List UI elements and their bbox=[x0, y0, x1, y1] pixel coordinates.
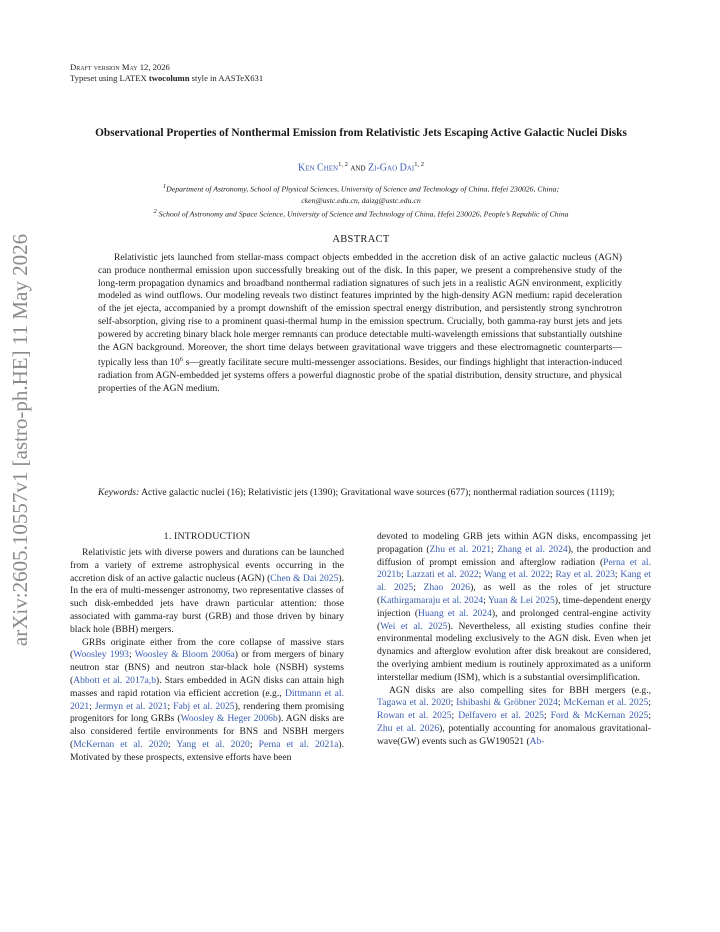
latex-logo: LATEX bbox=[119, 73, 147, 83]
citation-link[interactable]: Perna et al. 2021b bbox=[377, 556, 651, 581]
paragraph-text: ; bbox=[550, 569, 556, 581]
citation-link[interactable]: Yang et al. 2020 bbox=[176, 738, 250, 750]
paragraph-text: ; bbox=[451, 710, 459, 722]
paper-title: Observational Properties of Nonthermal Emission from Relativistic Jets Escaping Active Galactic Nuclei Disks bbox=[95, 127, 627, 139]
paragraph-text: ; bbox=[413, 582, 424, 594]
right-column bbox=[377, 531, 651, 749]
citation-link[interactable]: McKernan et al. 2025 bbox=[563, 697, 649, 709]
affiliation-1 bbox=[60, 181, 662, 206]
citation-link[interactable]: Tagawa et al. 2020 bbox=[377, 697, 451, 709]
author-affiliation-mark: 1, 2 bbox=[338, 161, 348, 168]
paragraph-text: ), rendering them promising progenitors for long GRBs ( bbox=[70, 700, 344, 725]
paragraph-text: ). In the era of multi-messenger astronomy, two representative classes of such disk-embedded jets have drawn particular attention: those associated with gamma-ray burst (GRB) and those driven by binary black hole (BBH) mergers. bbox=[70, 572, 344, 635]
citation-link[interactable]: Zhu et al. 2021 bbox=[429, 543, 491, 555]
citation-link[interactable]: Kathirgamaraju et al. 2024 bbox=[380, 594, 484, 606]
affiliation-emails[interactable]: cken@ustc.edu.cn, daizg@ustc.edu.cn bbox=[301, 195, 421, 205]
paragraph-text: ; bbox=[483, 594, 489, 606]
paragraph-text: ). Nevertheless, all existing studies confine their environmental modeling exclusively to the AGN disk. Even when jet dynamics and afterglow evolution after disk breakout are considered, the overlying ambient medium is routinely approximated as a uniform interstellar medium (ISM), which is a substantial oversimplification. bbox=[377, 620, 651, 683]
citation-link[interactable]: Jermyn et al. 2021 bbox=[94, 700, 168, 712]
paragraph-text: ; bbox=[249, 738, 259, 750]
author-conjunction: and bbox=[347, 162, 369, 174]
paragraph-text: ). Motivated by these prospects, extensive efforts have been bbox=[70, 738, 344, 763]
paragraph-text: ; bbox=[478, 569, 484, 581]
paragraph-text: ; bbox=[557, 697, 564, 709]
typeset-style: twocolumn bbox=[148, 73, 190, 83]
citation-link[interactable]: Woosley 1993 bbox=[73, 649, 129, 661]
citation-link[interactable]: Huang et al. 2024 bbox=[418, 607, 492, 619]
paragraph-text: ; bbox=[648, 710, 651, 722]
citation-link[interactable]: Yuan & Lei 2025 bbox=[488, 594, 555, 606]
paragraph-text: ; bbox=[450, 697, 457, 709]
paragraph-text: ; bbox=[400, 569, 407, 581]
citation-link[interactable]: Woosley & Bloom 2006a bbox=[134, 649, 235, 661]
paragraph bbox=[70, 637, 344, 765]
paragraph-text: ; bbox=[614, 569, 621, 581]
abstract-exponent: 6 bbox=[179, 356, 184, 364]
paragraph-text: ). Stars embedded in AGN disks can attain high masses and rapid rotation via efficient accretion (e.g., bbox=[70, 674, 345, 699]
citation-link[interactable]: Zhu et al. 2026 bbox=[377, 722, 440, 734]
abstract-text: Relativistic jets launched from stellar-mass compact objects embedded in the accretion disk of an active galactic nucleus (AGN) can produce nonthermal emission upon successfully breaking out of the disk. In this paper, we present a comprehensive study of the long-term propagation dynamics and broadband nonthermal radiation signatures of such jets in a realistic AGN environment, explicitly modeled as wind outflows. Our modeling reveals two distinct features imprinted by the high-density AGN medium: rapid deceleration of the jet ejecta, accompanied by a prompt downshift of the emission spectral energy distribution, and persistently strong synchrotron self-absorption, giving rise to a prominent quasi-thermal hump in the emission spectrum. Crucially, both gamma-ray burst jets and jets powered by accreting binary black hole merger remnants can produce detectable multi-wavelength emissions that substantially outshine the AGN background. Moreover, the short time delays between gravitational wave triggers and these electromagnetic counterparts—typically less than 10 bbox=[98, 252, 622, 369]
paragraph-text: ), and prolonged central-engine activity ( bbox=[377, 607, 651, 632]
keywords bbox=[98, 487, 640, 500]
paragraph-text: ), potentially accounting for anomalous gravitational-wave(GW) events such as GW190521 ( bbox=[377, 722, 651, 747]
paragraph-text: ; bbox=[648, 697, 651, 709]
citation-link[interactable]: Ford & McKernan 2025 bbox=[550, 710, 649, 722]
paragraph-text: GRBs originate either from the core collapse of massive stars ( bbox=[70, 636, 344, 661]
paragraph-text: devoted to modeling GRB jets within AGN disks, encompassing jet propagation ( bbox=[377, 531, 651, 555]
keywords-text: Active galactic nuclei (16); Relativistic jets (1390); Gravitational wave sources (677); nonthermal radiation sources (1119); bbox=[139, 487, 615, 498]
paragraph-text: ), time-dependent energy injection ( bbox=[377, 594, 651, 619]
citation-link[interactable]: Dittmann et al. 2021 bbox=[70, 687, 344, 712]
left-column bbox=[70, 531, 344, 765]
paragraph-text: ; bbox=[167, 700, 174, 712]
draft-version-line: Draft version May 12, 2026 bbox=[70, 62, 170, 72]
abstract-text: s—greatly facilitate secure multi-messenger associations. Besides, our findings highlight that interaction-induced radiation from AGN-embedded jet systems offers a powerful diagnostic probe of the spatial distribution, density structure, and physical properties of the AGN medium. bbox=[98, 357, 622, 395]
citation-link[interactable]: Zhang et al. 2024 bbox=[497, 543, 568, 555]
paragraph-text: AGN disks are also compelling sites for BBH mergers (e.g., bbox=[389, 684, 651, 696]
citation-link[interactable]: Delfavero et al. 2025 bbox=[458, 710, 544, 722]
section-heading: 1. INTRODUCTION bbox=[163, 531, 251, 542]
citation-link[interactable]: Abbott et al. 2017a,b bbox=[73, 674, 156, 686]
citation-link[interactable]: McKernan et al. 2020 bbox=[73, 738, 168, 750]
typeset-prefix: Typeset using bbox=[70, 73, 120, 83]
citation-link[interactable]: Wang et al. 2022 bbox=[483, 569, 551, 581]
affiliation-2 bbox=[60, 206, 662, 220]
paragraph-text: Relativistic jets with diverse powers and durations can be launched from a variety of extreme astrophysical events occurring in the accretion disk of an active galactic nucleus (AGN) ( bbox=[70, 547, 344, 584]
paragraph-text: ; bbox=[491, 543, 498, 555]
keywords-label: Keywords: bbox=[98, 487, 140, 498]
citation-link[interactable]: Ray et al. 2023 bbox=[555, 569, 615, 581]
citation-link[interactable]: Fabj et al. 2025 bbox=[173, 700, 235, 712]
citation-link[interactable]: Wei et al. 2025 bbox=[380, 620, 448, 632]
author-list bbox=[70, 159, 652, 174]
affiliation-mark: 2 bbox=[153, 208, 157, 215]
paragraph-text: ) or from mergers of binary neutron star (BNS) and neutron star-black hole (NSBH) systems ( bbox=[70, 649, 345, 686]
citation-link[interactable]: Kang et al. 2025 bbox=[377, 569, 651, 594]
citation-link[interactable]: Zhao 2026 bbox=[423, 582, 471, 594]
paragraph-text: ). AGN disks are also considered fertile environments for BNS and NSBH mergers ( bbox=[70, 713, 345, 750]
paragraph-text: ; bbox=[543, 710, 551, 722]
citation-link[interactable]: Woosley & Heger 2006b bbox=[180, 713, 278, 725]
typeset-suffix: style in AASTeX631 bbox=[189, 73, 264, 83]
paragraph-text: ; bbox=[128, 649, 135, 661]
affiliation-mark: 1 bbox=[162, 183, 167, 190]
citation-link[interactable]: Lazzati et al. 2022 bbox=[406, 569, 479, 581]
affiliation-text: Department of Astronomy, School of Physical Sciences, University of Science and Technology of China, Hefei 230026, China; bbox=[166, 184, 560, 194]
paragraph-text: ), as well as the roles of jet structure ( bbox=[377, 582, 651, 606]
abstract-heading: ABSTRACT bbox=[332, 234, 390, 245]
citation-link[interactable]: Ishibashi & Gröbner 2024 bbox=[456, 697, 558, 709]
arxiv-identifier-sidebar[interactable]: arXiv:2605.10557v1 [astro-ph.HE] 11 May 2026 bbox=[8, 233, 32, 647]
author-affiliation-mark: 1, 2 bbox=[414, 161, 424, 168]
paragraph-text: ; bbox=[89, 700, 95, 712]
citation-link[interactable]: Perna et al. 2021a bbox=[258, 738, 339, 750]
abstract-body bbox=[98, 252, 622, 396]
paragraph bbox=[70, 547, 344, 637]
citation-link[interactable]: Ab- bbox=[529, 735, 545, 747]
paragraph bbox=[377, 531, 651, 685]
paragraph-text: ), the production and diffusion of prompt emission and afterglow radiation ( bbox=[377, 543, 651, 568]
citation-link[interactable]: Chen & Dai 2025 bbox=[270, 572, 339, 584]
draft-header bbox=[70, 62, 263, 84]
author-link[interactable]: Zi-Gao Dai bbox=[368, 162, 415, 174]
affiliation-text: School of Astronomy and Space Science, University of Science and Technology of China, Hefei 230026, People’s Republic of China bbox=[158, 209, 569, 219]
typeset-line bbox=[70, 73, 263, 84]
author-link[interactable]: Ken Chen bbox=[298, 162, 339, 174]
paragraph bbox=[377, 685, 651, 749]
paragraph-text: ; bbox=[167, 738, 177, 750]
citation-link[interactable]: Rowan et al. 2025 bbox=[377, 710, 452, 722]
